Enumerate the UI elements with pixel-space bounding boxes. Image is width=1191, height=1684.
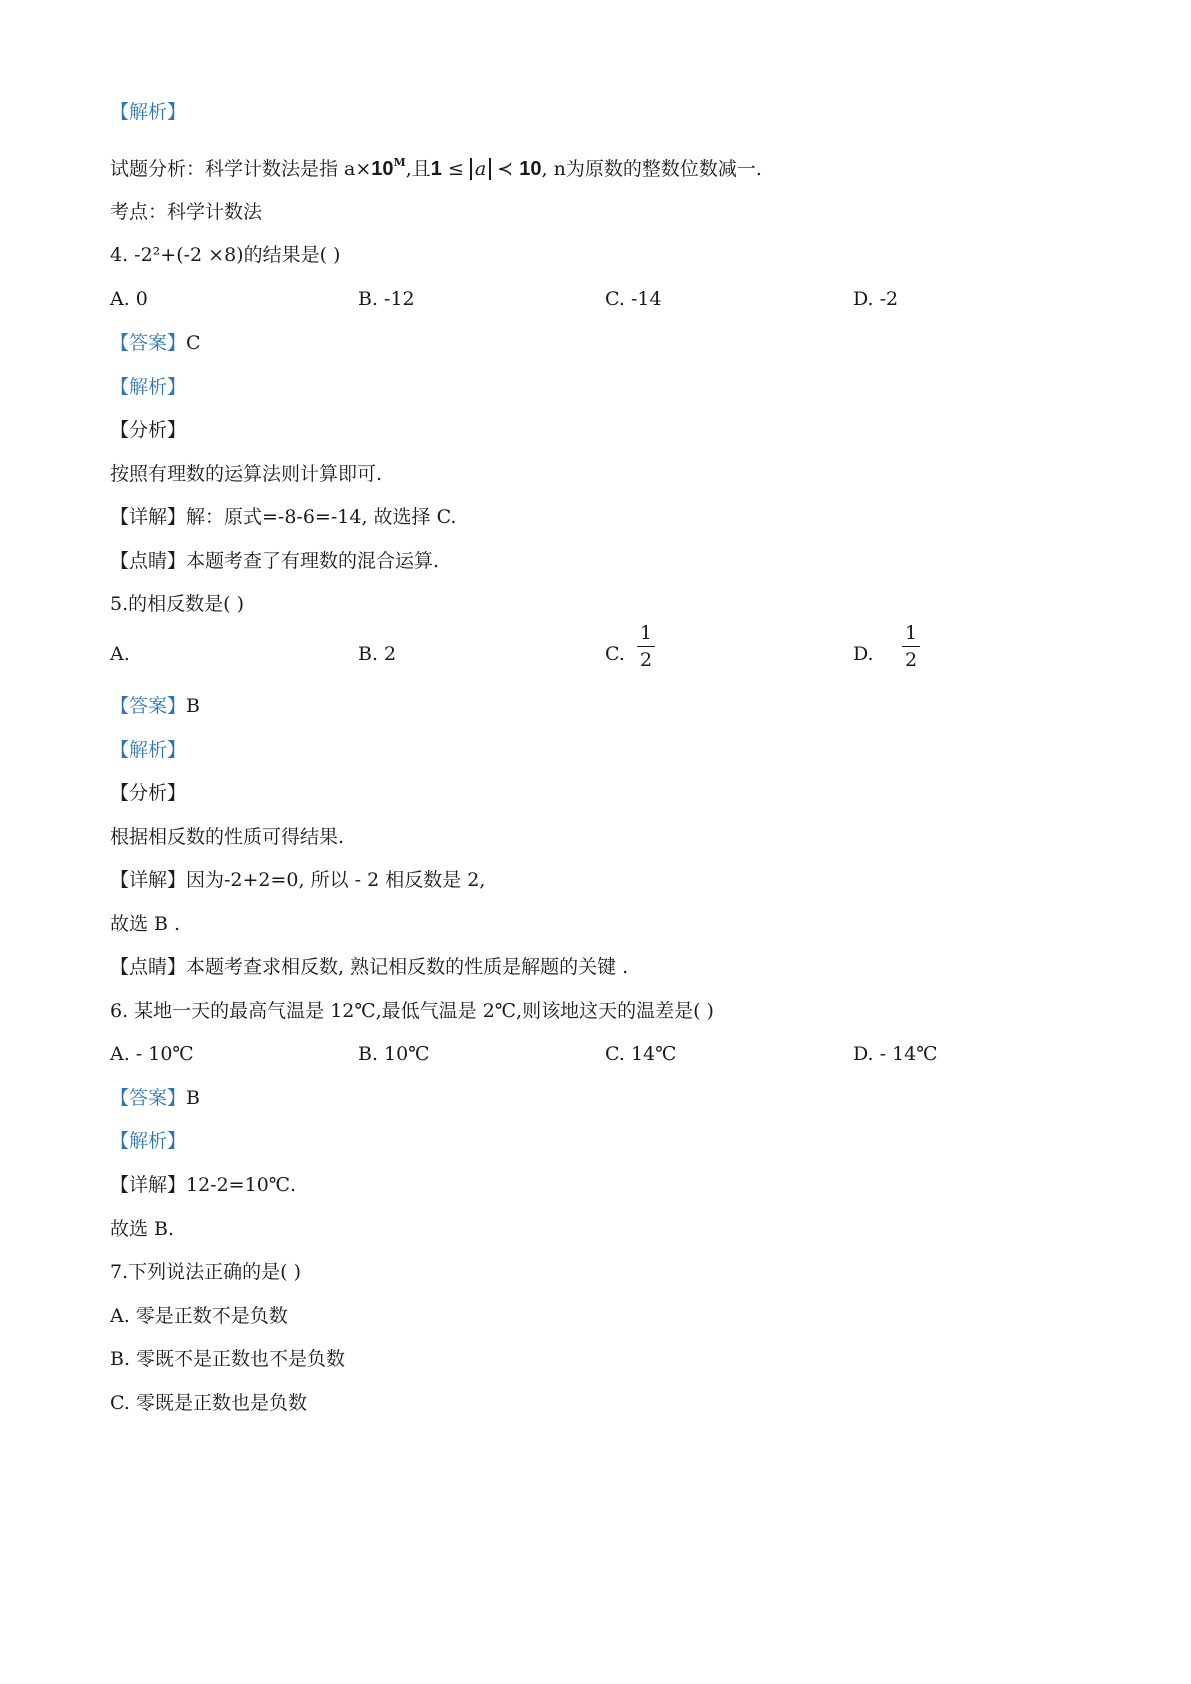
q5-jiexi: 【解析】 — [110, 739, 187, 761]
q7-option-a: A. 零是正数不是负数 — [110, 1305, 288, 1327]
q6-xiangjie: 【详解】12-2=10℃. — [110, 1174, 297, 1196]
q5-xiangjie: 【详解】因为-2+2=0, 所以 - 2 相反数是 2, — [110, 869, 486, 891]
answer-tag: 【答案】 — [110, 332, 187, 354]
q4-fenxi-text: 按照有理数的运算法则计算即可. — [110, 463, 383, 485]
answer-tag: 【答案】 — [110, 1087, 187, 1109]
question-6: 6. 某地一天的最高气温是 12℃,最低气温是 2℃,则该地这天的温差是( ) — [110, 1000, 714, 1022]
q6-option-d: D. - 14℃ — [853, 1043, 938, 1065]
ten-base: 10 — [371, 158, 394, 180]
q5-option-c: C. — [605, 643, 625, 665]
q4-answer — [110, 330, 201, 356]
exponent: M — [393, 156, 406, 169]
analysis-heading: 【解析】 — [110, 101, 187, 123]
fraction-denominator: 2 — [904, 649, 918, 671]
fraction-numerator: 1 — [639, 622, 653, 644]
kaodian: 考点：科学计数法 — [110, 201, 263, 223]
q7-option-b: B. 零既不是正数也不是负数 — [110, 1348, 346, 1370]
question-4: 4. -2²+(-2 ×8)的结果是( ) — [110, 244, 341, 266]
q5-answer — [110, 693, 200, 719]
q5-fenxi: 【分析】 — [110, 782, 187, 804]
fraction-bar — [637, 646, 655, 647]
q4-dianjing: 【点睛】本题考查了有理数的混合运算. — [110, 550, 440, 572]
q5-fenxi-text: 根据相反数的性质可得结果. — [110, 826, 345, 848]
answer-value: C — [186, 332, 201, 354]
one-value: 1 — [430, 158, 442, 180]
q4-option-a: A. 0 — [110, 288, 148, 310]
q5-option-d: D. — [853, 643, 874, 665]
sci-notation-analysis — [110, 150, 762, 182]
q4-option-b: B. -12 — [358, 288, 415, 310]
fraction-denominator: 2 — [639, 649, 653, 671]
lt-sign: ≺ — [497, 158, 514, 180]
question-5: 5.的相反数是( ) — [110, 593, 244, 615]
q5-option-a: A. — [110, 643, 130, 665]
q6-answer — [110, 1085, 200, 1111]
times-sign: × — [355, 158, 372, 180]
q6-option-c: C. 14℃ — [605, 1043, 677, 1065]
analysis-mid: ,且 — [405, 158, 431, 180]
q6-jiexi: 【解析】 — [110, 1130, 187, 1152]
answer-value: B — [186, 695, 200, 717]
q6-guxuan: 故选 B. — [110, 1218, 175, 1240]
q5-option-d-fraction — [898, 622, 924, 671]
question-7: 7.下列说法正确的是( ) — [110, 1261, 301, 1283]
q5-option-c-fraction — [633, 622, 659, 671]
q4-fenxi: 【分析】 — [110, 419, 187, 441]
analysis-prefix: 试题分析：科学计数法是指 a — [110, 158, 356, 180]
answer-tag: 【答案】 — [110, 695, 187, 717]
answer-value: B — [186, 1087, 200, 1109]
abs-a: a — [470, 158, 491, 180]
q5-dianjing: 【点睛】本题考查求相反数, 熟记相反数的性质是解题的关键 . — [110, 956, 629, 978]
le-sign: ≤ — [447, 158, 464, 180]
q7-option-c: C. 零既是正数也是负数 — [110, 1392, 307, 1414]
q4-xiangjie: 【详解】解：原式=-8-6=-14, 故选择 C. — [110, 506, 457, 528]
q4-option-d: D. -2 — [853, 288, 899, 310]
q6-option-a: A. - 10℃ — [110, 1043, 194, 1065]
q4-option-c: C. -14 — [605, 288, 662, 310]
q5-guxuan: 故选 B . — [110, 913, 181, 935]
fraction-bar — [902, 646, 920, 647]
q5-option-b: B. 2 — [358, 643, 397, 665]
fraction-numerator: 1 — [904, 622, 918, 644]
q6-option-b: B. 10℃ — [358, 1043, 430, 1065]
q4-jiexi: 【解析】 — [110, 376, 187, 398]
analysis-suffix: , n为原数的整数位数减一. — [541, 158, 762, 180]
ten-bound: 10 — [519, 158, 542, 180]
